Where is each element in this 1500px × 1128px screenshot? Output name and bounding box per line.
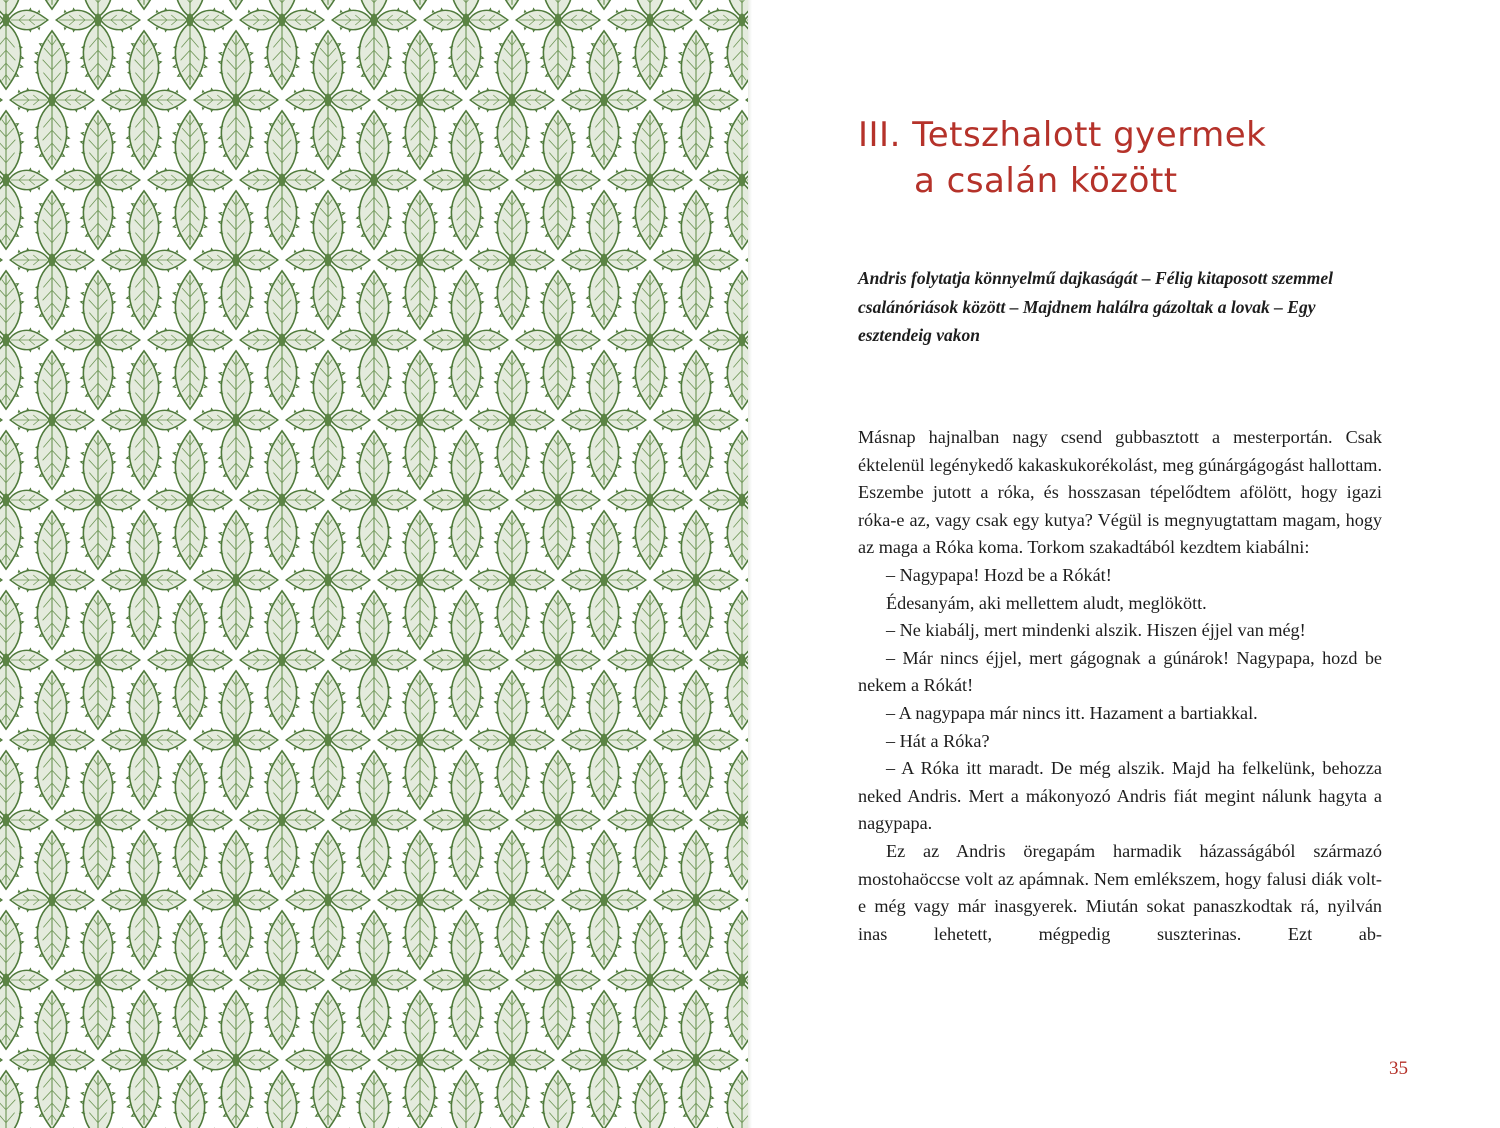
nettle-leaf-motif <box>562 351 646 489</box>
nettle-leaf-motif <box>424 591 508 729</box>
nettle-leaf-motif <box>562 671 646 809</box>
nettle-leaf-motif <box>148 431 232 569</box>
chapter-body <box>858 424 1382 948</box>
nettle-leaf-motif <box>194 0 278 9</box>
nettle-leaf-motif <box>102 831 186 969</box>
nettle-leaf-motif <box>240 0 324 89</box>
nettle-leaf-motif <box>516 1071 600 1128</box>
nettle-leaf-motif <box>102 31 186 169</box>
nettle-leaf-motif <box>424 1071 508 1128</box>
nettle-leaf-motif <box>56 1071 140 1128</box>
nettle-leaf-motif <box>378 0 462 9</box>
nettle-leaf-motif <box>56 751 140 889</box>
nettle-leaf-motif <box>378 831 462 969</box>
nettle-leaf-motif <box>562 191 646 329</box>
nettle-leaf-motif <box>332 911 416 1049</box>
nettle-leaf-motif <box>654 991 738 1128</box>
nettle-leaf-motif <box>332 591 416 729</box>
nettle-leaf-motif <box>424 751 508 889</box>
nettle-leaf-motif <box>10 671 94 809</box>
nettle-leaf-motif <box>516 0 600 89</box>
nettle-leaf-motif <box>378 991 462 1128</box>
nettle-leaf-motif <box>470 351 554 489</box>
nettle-leaf-motif <box>148 751 232 889</box>
nettle-leaf-motif <box>286 0 370 9</box>
nettle-leaf-motif <box>194 991 278 1128</box>
nettle-leaf-motif <box>332 1071 416 1128</box>
nettle-leaf-motif <box>240 271 324 409</box>
nettle-leaf-motif <box>470 991 554 1128</box>
nettle-leaf-motif <box>332 751 416 889</box>
nettle-leaf-motif <box>102 511 186 649</box>
nettle-leaf-motif <box>562 991 646 1128</box>
nettle-leaf-motif <box>148 911 232 1049</box>
nettle-leaf-motif <box>332 271 416 409</box>
nettle-leaf-motif <box>608 751 692 889</box>
nettle-leaf-motif <box>516 271 600 409</box>
nettle-leaf-motif <box>470 191 554 329</box>
nettle-leaf-motif <box>378 191 462 329</box>
page-number: 35 <box>1389 1058 1408 1079</box>
paragraph: Ez az Andris öregapám harmadik házasságából származó mostohaöccse volt az apámnak. Nem emlékszem, hogy falusi diák volt-e még vagy már inasgyerek. Miután sokat panaszkodtak rá, nyilván inas lehetett, mégpedig suszterinas. Ezt ab- <box>858 840 1382 944</box>
nettle-leaf-motif <box>654 671 738 809</box>
nettle-leaf-motif <box>240 1071 324 1128</box>
nettle-leaf-motif <box>240 591 324 729</box>
nettle-leaf-motif <box>240 431 324 569</box>
nettle-leaf-motif <box>240 751 324 889</box>
nettle-leaf-motif <box>654 351 738 489</box>
paragraph: – Már nincs éjjel, mert gágognak a gúnárok! Nagypapa, hozd be nekem a Rókát! <box>858 647 1382 696</box>
paragraph: – Ne kiabálj, mert mindenki alszik. Hiszen éjjel van még! <box>886 620 1306 641</box>
paragraph: – Nagypapa! Hozd be a Rókát! <box>886 564 1112 585</box>
chapter-title-line-2: a csalán között <box>914 161 1178 201</box>
nettle-leaf-motif <box>470 0 554 9</box>
nettle-leaf-motif <box>378 511 462 649</box>
nettle-leaf-motif <box>10 191 94 329</box>
nettle-leaf-motif <box>148 111 232 249</box>
nettle-leaf-motif <box>378 31 462 169</box>
nettle-leaf-motif <box>608 911 692 1049</box>
nettle-leaf-motif <box>148 271 232 409</box>
nettle-leaf-motif <box>516 591 600 729</box>
nettle-leaf-motif <box>286 831 370 969</box>
nettle-leaf-motif <box>194 351 278 489</box>
nettle-leaf-motif <box>654 511 738 649</box>
nettle-leaf-motif <box>424 111 508 249</box>
nettle-leaf-motif <box>102 191 186 329</box>
nettle-leaf-motif <box>56 271 140 409</box>
nettle-leaf-motif <box>102 671 186 809</box>
nettle-leaf-motif <box>516 111 600 249</box>
nettle-leaf-motif <box>516 911 600 1049</box>
nettle-leaf-motif <box>424 431 508 569</box>
nettle-leaf-motif <box>654 0 738 9</box>
nettle-leaf-motif <box>240 911 324 1049</box>
nettle-leaf-motif <box>56 111 140 249</box>
nettle-leaf-motif <box>424 0 508 89</box>
nettle-leaf-motif <box>10 351 94 489</box>
nettle-leaf-motif <box>56 0 140 89</box>
nettle-leaf-motif <box>286 991 370 1128</box>
nettle-leaf-motif <box>148 591 232 729</box>
nettle-leaf-motif <box>240 111 324 249</box>
nettle-leaf-motif <box>470 511 554 649</box>
nettle-leaf-motif <box>148 0 232 89</box>
nettle-leaf-pattern-icon <box>0 0 748 1128</box>
nettle-leaf-motif <box>286 351 370 489</box>
nettle-leaf-motif <box>56 911 140 1049</box>
nettle-leaf-motif <box>424 911 508 1049</box>
nettle-leaf-motif <box>562 0 646 9</box>
nettle-leaf-motif <box>10 31 94 169</box>
nettle-leaf-motif <box>378 671 462 809</box>
nettle-leaf-motif <box>102 351 186 489</box>
chapter-summary: Andris folytatja könnyelmű dajkaságát – Félig kitaposott szemmel csalánóriások között – Majdnem halálra gázoltak a lovak – Egy esztendeig vakon <box>858 268 1333 345</box>
nettle-leaf-motif <box>56 591 140 729</box>
paragraph: Édesanyám, aki mellettem aludt, meglökött. <box>886 592 1207 613</box>
nettle-leaf-motif <box>148 1071 232 1128</box>
nettle-leaf-motif <box>286 511 370 649</box>
text-page <box>752 0 1500 1128</box>
paragraph: – Hát a Róka? <box>886 730 990 751</box>
nettle-leaf-motif <box>424 271 508 409</box>
nettle-pattern-page <box>0 0 748 1128</box>
nettle-leaf-motif <box>10 511 94 649</box>
nettle-leaf-motif <box>516 431 600 569</box>
nettle-leaf-motif <box>194 191 278 329</box>
nettle-leaf-motif <box>516 751 600 889</box>
nettle-leaf-motif <box>470 31 554 169</box>
nettle-leaf-motif <box>10 0 94 9</box>
paragraph: Másnap hajnalban nagy csend gubbasztott a mesterportán. Csak éktelenül legénykedő kakaskukorékolást, meg gúnárgágogást hallottam. Eszembe jutott a róka, és hosszasan tépelődtem afölött, hogy igazi róka-e az, vagy csak egy kutya? Végül is megnyugtattam magam, hogy az maga a Róka koma. Torkom szakadtából kezdtem kiabálni: <box>858 427 1382 558</box>
nettle-leaf-motif <box>608 591 692 729</box>
nettle-leaf-motif <box>608 271 692 409</box>
chapter-title <box>858 112 1418 204</box>
nettle-leaf-motif <box>654 31 738 169</box>
nettle-leaf-motif <box>332 431 416 569</box>
nettle-leaf-motif <box>194 831 278 969</box>
nettle-leaf-motif <box>654 191 738 329</box>
nettle-leaf-motif <box>562 31 646 169</box>
nettle-leaf-motif <box>470 671 554 809</box>
nettle-leaf-motif <box>608 0 692 89</box>
nettle-leaf-motif <box>194 511 278 649</box>
nettle-leaf-motif <box>56 431 140 569</box>
nettle-leaf-motif <box>286 671 370 809</box>
nettle-leaf-motif <box>194 671 278 809</box>
nettle-leaf-motif <box>608 431 692 569</box>
nettle-leaf-motif <box>562 511 646 649</box>
nettle-leaf-motif <box>286 191 370 329</box>
nettle-leaf-motif <box>194 31 278 169</box>
paragraph: – A nagypapa már nincs itt. Hazament a bartiakkal. <box>886 702 1258 723</box>
nettle-leaf-motif <box>470 831 554 969</box>
chapter-title-line-1: III. Tetszhalott gyermek <box>858 115 1267 155</box>
nettle-leaf-motif <box>332 111 416 249</box>
nettle-leaf-motif <box>102 0 186 9</box>
nettle-leaf-motif <box>286 31 370 169</box>
nettle-leaf-motif <box>562 831 646 969</box>
nettle-leaf-motif <box>608 111 692 249</box>
nettle-leaf-motif <box>608 1071 692 1128</box>
nettle-leaf-motif <box>10 991 94 1128</box>
nettle-leaf-motif <box>102 991 186 1128</box>
nettle-leaf-motif <box>332 0 416 89</box>
nettle-leaf-motif <box>378 351 462 489</box>
nettle-leaf-motif <box>10 831 94 969</box>
nettle-leaf-motif <box>654 831 738 969</box>
paragraph: – A Róka itt maradt. De még alszik. Majd ha felkelünk, behozza neked Andris. Mert a mákonyozó Andris fiát megint nálunk hagyta a nagypapa. <box>858 758 1382 834</box>
